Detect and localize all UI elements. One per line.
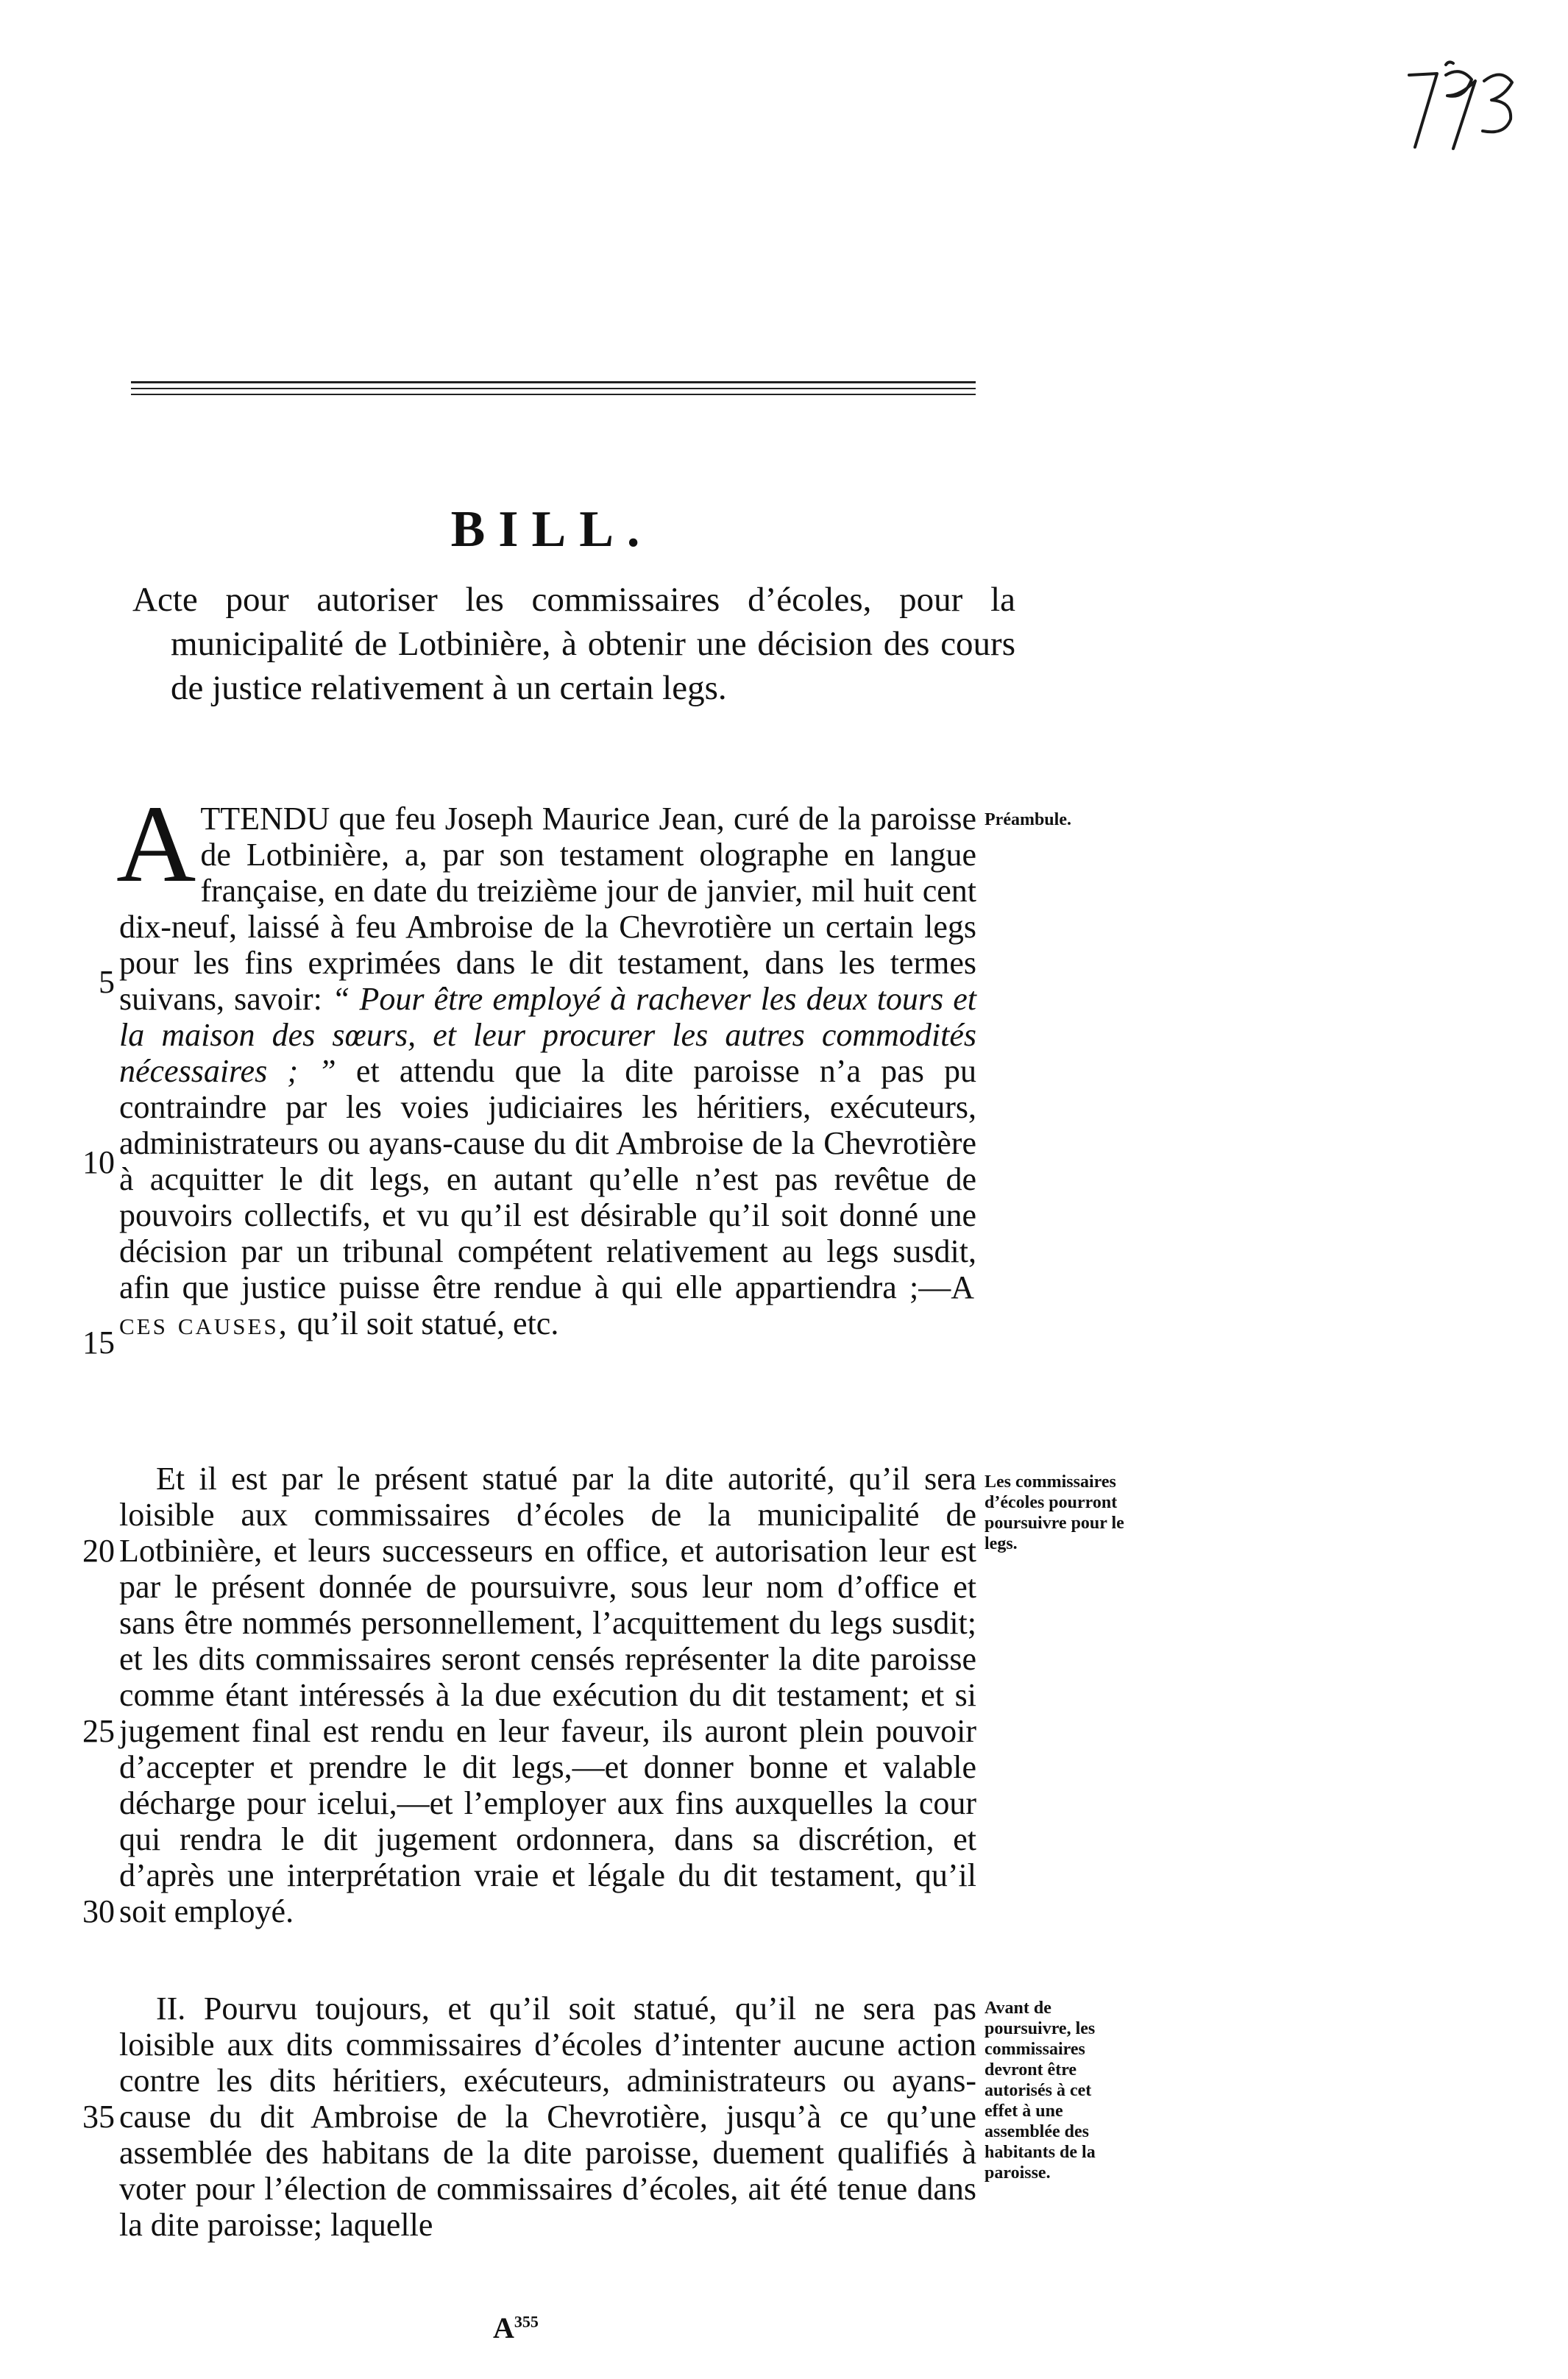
- line-number: 10: [82, 1144, 115, 1180]
- margin-note-section-2: Avant de poursuivre, les commissaires devront être autorisés à cet effet à une assemblée des habitants de la paroisse.: [985, 1999, 1096, 2183]
- section-1-paragraph: Et il est par le présent statué par la dite autorité, qu’il sera loisible aux commissaires d’écoles de la municipalité de Lotbinière, et leurs successeurs en office, et autorisation leur est par le présent donnée de poursuivre, sous leur nom d’office et sans être nommés personnellement, l’acquittement du legs susdit; et les dits commissaires seront censés représenter la dite paroisse comme étant intéressés à la due exécution du dit testament; et si jugement final est rendu en leur faveur, ils auront plein pouvoir d’accepter et prendre le dit legs,—et donner bonne et valable décharge pour icelui,—et l’employer aux fins auxquelles la cour qui rendra le dit jugement ordonnera, dans sa discrétion, et d’après une interprétation vraie et légale du dit testament, qu’il soit employé.: [119, 1461, 976, 1929]
- bill-title: BILL.: [450, 501, 653, 558]
- preamble-text: TTENDU que feu Joseph Maurice Jean, curé de la paroisse de Lotbinière, a, par son testament olographe en langue française, en date du treizième jour de janvier, mil huit cent dix-neuf, laissé à feu Ambroise de la Chevrotière un certain legs pour les fins exprimées dans le dit testament, dans les termes suivans, savoir:: [119, 801, 976, 1017]
- line-number: 20: [82, 1533, 115, 1569]
- preamble-ending: qu’il soit statué, etc.: [297, 1305, 559, 1341]
- preamble-paragraph: [116, 783, 977, 1341]
- header-rule-top: [131, 381, 976, 383]
- header-rule-middle: [131, 388, 976, 389]
- line-number: 35: [82, 2099, 115, 2135]
- act-title: Acte pour autoriser les commissaires d’écoles, pour la municipalité de Lotbinière, à obtenir une décision des cours de justice relativement à un certain legs.: [132, 581, 1015, 707]
- line-number: 30: [82, 1893, 115, 1929]
- signature-mark: [493, 2311, 539, 2345]
- drop-cap: A: [116, 783, 196, 905]
- testament-quote: “ Pour être employé à rachever les deux tours et la maison des sœurs, et leur procurer les autres commodités nécessaires ; ”: [119, 981, 977, 1089]
- line-number: 15: [82, 1325, 115, 1361]
- margin-note-section-1: Les commissaires d’écoles pourront poursuivre pour le legs.: [985, 1472, 1124, 1553]
- line-number: 25: [82, 1713, 115, 1749]
- folio-number-handwritten: [1402, 59, 1527, 155]
- signature-number: 355: [514, 2312, 539, 2331]
- header-rule-bottom: [131, 394, 976, 395]
- causes-phrase: A ces causes,: [119, 1269, 976, 1341]
- signature-letter: A: [493, 2311, 514, 2344]
- section-2-paragraph: II. Pourvu toujours, et qu’il soit statué, qu’il ne sera pas loisible aux dits commissaires d’écoles d’intenter aucune action contre les dits héritiers, exécuteurs, administrateurs ou ayans-cause du dit Ambroise de la Chevrotière, jusqu’à ce qu’une assemblée des habitans de la dite paroisse, duement qualifiés à voter pour l’élection de commissaires d’écoles, ait été tenue dans la dite paroisse; laquelle: [119, 1990, 976, 2243]
- preamble-text-continued: et attendu que la dite paroisse n’a pas pu contraindre par les voies judiciaires les héritiers, exécuteurs, administrateurs ou ayans-cause du dit Ambroise de la Chevrotière à acquitter le dit legs, en autant qu’elle n’est pas revêtue de pouvoirs collectifs, et vu qu’il est désirable qu’il soit donné une décision par un tribunal compétent relativement au legs susdit, afin que justice puisse être rendue à qui elle appartiendra ;—: [119, 1053, 977, 1305]
- line-number: 5: [99, 964, 115, 1000]
- margin-note-preamble: Préambule.: [985, 810, 1071, 829]
